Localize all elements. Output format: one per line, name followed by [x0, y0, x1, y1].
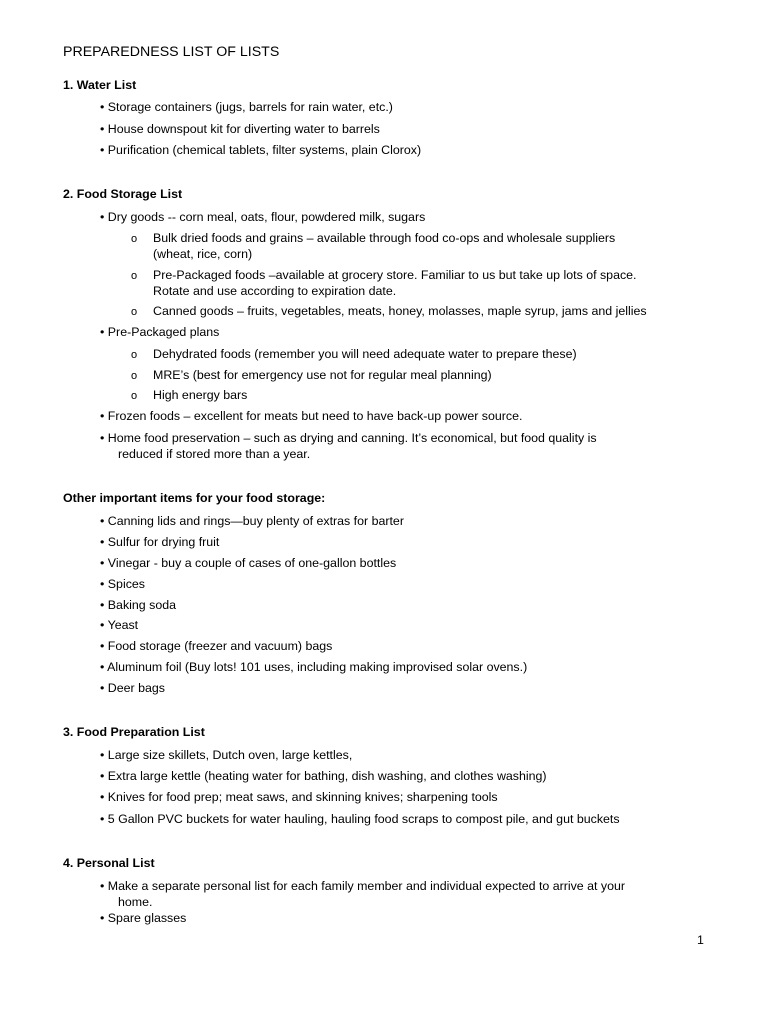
sub-list-item: High energy bars — [153, 388, 248, 402]
list-item: • Extra large kettle (heating water for bathing, dish washing, and clothes washing) — [100, 769, 547, 783]
sub-list-item: Dehydrated foods (remember you will need adequate water to prepare these) — [153, 347, 577, 361]
sub-list-item: Canned goods – fruits, vegetables, meats, honey, molasses, maple syrup, jams and jellies — [153, 304, 647, 318]
list-item-continuation: home. — [118, 895, 153, 909]
sub-bullet-marker: o — [131, 349, 138, 361]
section-heading-personal: 4. Personal List — [63, 856, 155, 870]
section-heading-other-items: Other important items for your food storage: — [63, 491, 326, 505]
list-item: • Canning lids and rings—buy plenty of extras for barter — [100, 514, 404, 528]
list-item: • 5 Gallon PVC buckets for water hauling, hauling food scraps to compost pile, and gut buckets — [100, 812, 620, 826]
sub-bullet-marker: o — [131, 306, 138, 318]
sub-list-item-continuation: Rotate and use according to expiration date. — [153, 284, 397, 298]
list-item: • Vinegar - buy a couple of cases of one-gallon bottles — [100, 556, 397, 570]
sub-bullet-marker: o — [131, 370, 138, 382]
section-heading-water: 1. Water List — [63, 78, 137, 92]
list-item: • Sulfur for drying fruit — [100, 535, 220, 549]
list-item: • Large size skillets, Dutch oven, large kettles, — [100, 748, 353, 762]
document-title: PREPAREDNESS LIST OF LISTS — [63, 44, 280, 60]
sub-list-item-continuation: (wheat, rice, corn) — [153, 247, 253, 261]
sub-list-item: Pre-Packaged foods –available at grocery store. Familiar to us but take up lots of space. — [153, 268, 637, 282]
list-item: • Aluminum foil (Buy lots! 101 uses, including making improvised solar ovens.) — [100, 660, 528, 674]
page-number: 1 — [697, 933, 704, 947]
list-item: • Pre-Packaged plans — [100, 325, 220, 339]
list-item: • Spare glasses — [100, 911, 187, 925]
list-item: • Yeast — [100, 618, 139, 632]
sub-list-item: Bulk dried foods and grains – available through food co-ops and wholesale suppliers — [153, 231, 616, 245]
list-item-continuation: reduced if stored more than a year. — [118, 447, 311, 461]
list-item: • Home food preservation – such as drying and canning. It’s economical, but food quality is — [100, 431, 597, 445]
list-item: • Purification (chemical tablets, filter systems, plain Clorox) — [100, 143, 422, 157]
list-item: • Baking soda — [100, 598, 176, 612]
list-item: • House downspout kit for diverting water to barrels — [100, 122, 380, 136]
section-heading-food-storage: 2. Food Storage List — [63, 187, 183, 201]
list-item: • Deer bags — [100, 681, 165, 695]
sub-bullet-marker: o — [131, 390, 138, 402]
sub-list-item: MRE’s (best for emergency use not for regular meal planning) — [153, 368, 492, 382]
list-item: • Food storage (freezer and vacuum) bags — [100, 639, 333, 653]
section-heading-food-preparation: 3. Food Preparation List — [63, 725, 205, 739]
list-item: • Storage containers (jugs, barrels for rain water, etc.) — [100, 100, 393, 114]
sub-bullet-marker: o — [131, 233, 138, 245]
list-item: • Knives for food prep; meat saws, and skinning knives; sharpening tools — [100, 790, 498, 804]
list-item: • Frozen foods – excellent for meats but need to have back-up power source. — [100, 409, 523, 423]
list-item: • Make a separate personal list for each family member and individual expected to arrive at your — [100, 879, 626, 893]
list-item: • Spices — [100, 577, 145, 591]
list-item: • Dry goods -- corn meal, oats, flour, powdered milk, sugars — [100, 210, 426, 224]
sub-bullet-marker: o — [131, 270, 138, 282]
